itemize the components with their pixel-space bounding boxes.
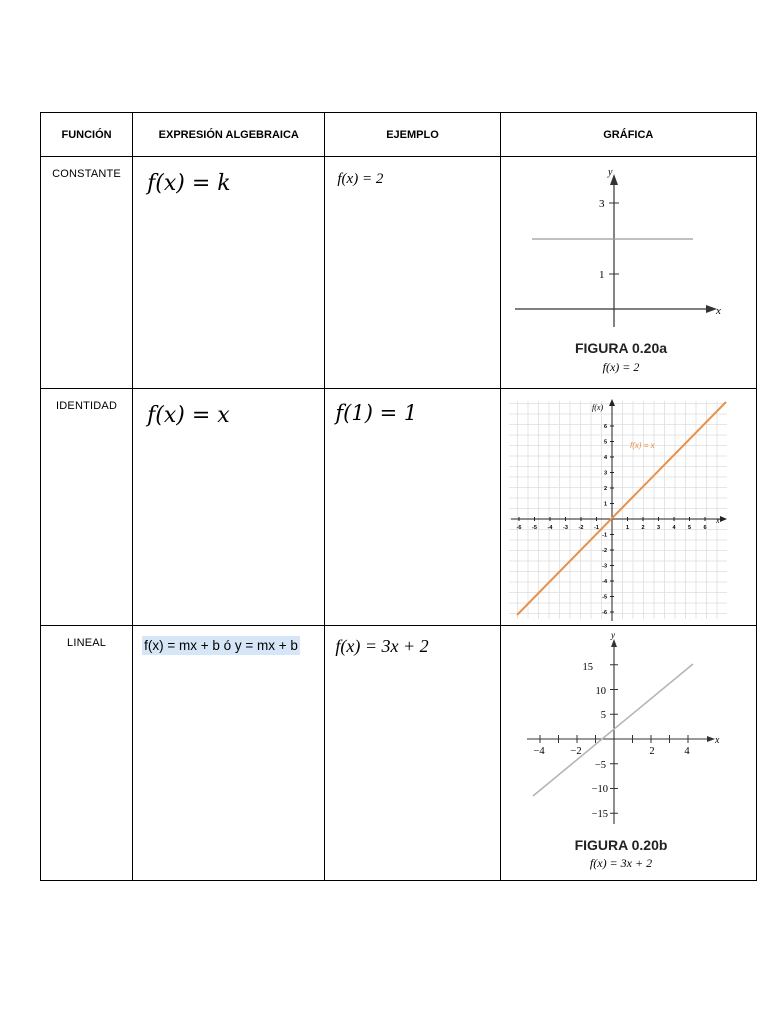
y-axis-label: f(x) bbox=[591, 402, 603, 412]
y-tick-label: 1 bbox=[598, 269, 605, 282]
y-tick-label: 15 bbox=[582, 662, 593, 674]
y-tick-label: 5 bbox=[600, 710, 606, 722]
table-row bbox=[41, 626, 757, 881]
linear-function-graph bbox=[501, 626, 757, 880]
functions-table bbox=[40, 112, 757, 881]
y-tick-label: −15 bbox=[591, 809, 608, 821]
y-tick-label: 5 bbox=[603, 439, 607, 446]
x-tick-label: -5 bbox=[531, 524, 537, 531]
algebraic-expression: f(x) = k bbox=[147, 171, 231, 197]
figure-caption: f(x) = 2 bbox=[602, 360, 639, 375]
y-tick-label: -1 bbox=[601, 532, 607, 539]
y-axis-label: y bbox=[610, 630, 615, 641]
y-tick-label: -3 bbox=[601, 563, 607, 570]
figure-title: FIGURA 0.20a bbox=[574, 340, 667, 357]
x-tick-label: 6 bbox=[703, 524, 707, 531]
y-tick-label: -5 bbox=[601, 594, 607, 601]
figure-caption: f(x) = 3x + 2 bbox=[589, 856, 652, 871]
y-tick-label: 3 bbox=[603, 470, 607, 477]
axes bbox=[527, 639, 715, 824]
x-axis-label: x bbox=[715, 305, 721, 318]
figure-title: FIGURA 0.20b bbox=[574, 837, 668, 854]
algebraic-expression: f(x) = x bbox=[147, 402, 230, 428]
y-tick-label: 4 bbox=[603, 454, 607, 461]
header-ejemplo: EJEMPLO bbox=[325, 113, 500, 157]
header-grafica: GRÁFICA bbox=[500, 113, 756, 157]
linear-line bbox=[533, 664, 693, 796]
y-tick-label: 2 bbox=[603, 485, 607, 492]
x-axis-label: x bbox=[714, 735, 720, 747]
function-name: CONSTANTE bbox=[52, 168, 121, 181]
x-tick-label: 5 bbox=[687, 524, 691, 531]
graph-cell bbox=[500, 388, 756, 626]
y-axis-arrow bbox=[609, 399, 615, 406]
line-label: f(x) = x bbox=[629, 440, 655, 450]
x-tick-label: -2 bbox=[578, 524, 584, 531]
y-axis-arrow bbox=[611, 639, 617, 647]
x-tick-label: 3 bbox=[656, 524, 660, 531]
y-tick-label: 6 bbox=[603, 423, 607, 430]
x-tick-label: −2 bbox=[570, 746, 582, 758]
y-tick-label: −5 bbox=[594, 760, 606, 772]
function-name: IDENTIDAD bbox=[56, 399, 118, 412]
function-name: LINEAL bbox=[67, 637, 107, 650]
graph-cell bbox=[500, 157, 756, 389]
y-tick-label: -2 bbox=[601, 547, 607, 554]
x-tick-label: -4 bbox=[547, 524, 553, 531]
example-expression: f(x) = 2 bbox=[337, 171, 384, 188]
example-expression: f(1) = 1 bbox=[335, 400, 418, 425]
header-funcion: FUNCIÓN bbox=[41, 113, 133, 157]
y-tick-label: 1 bbox=[603, 501, 607, 508]
x-tick-label: 1 bbox=[625, 524, 629, 531]
x-axis-arrow bbox=[707, 736, 715, 742]
x-tick-label: 4 bbox=[684, 746, 690, 758]
y-tick-label: 3 bbox=[598, 198, 605, 211]
constant-function-graph bbox=[501, 157, 757, 388]
x-tick-label: -3 bbox=[562, 524, 568, 531]
x-tick-label: 2 bbox=[649, 746, 655, 758]
x-tick-label: -1 bbox=[593, 524, 599, 531]
x-tick-label: −4 bbox=[533, 746, 545, 758]
y-tick-label: 10 bbox=[595, 686, 606, 698]
header-row bbox=[41, 113, 757, 157]
y-tick-label: −10 bbox=[591, 784, 608, 796]
header-expresion: EXPRESIÓN ALGEBRAICA bbox=[133, 113, 325, 157]
table-row bbox=[41, 157, 757, 389]
x-axis-label: x bbox=[715, 515, 720, 525]
example-expression: f(x) = 3x + 2 bbox=[335, 636, 429, 657]
x-tick-label: 4 bbox=[672, 524, 676, 531]
x-tick-label: -6 bbox=[516, 524, 522, 531]
graph-cell bbox=[500, 626, 756, 881]
x-axis-arrow bbox=[720, 516, 727, 522]
y-axis-label: y bbox=[607, 167, 613, 179]
algebraic-expression-highlighted[interactable]: f(x) = mx + b ó y = mx + b bbox=[144, 638, 298, 654]
x-tick-label: 2 bbox=[641, 524, 645, 531]
y-tick-label: -6 bbox=[601, 609, 607, 616]
table-row bbox=[41, 388, 757, 626]
y-tick-label: -4 bbox=[601, 578, 607, 585]
identity-function-graph bbox=[501, 389, 757, 626]
